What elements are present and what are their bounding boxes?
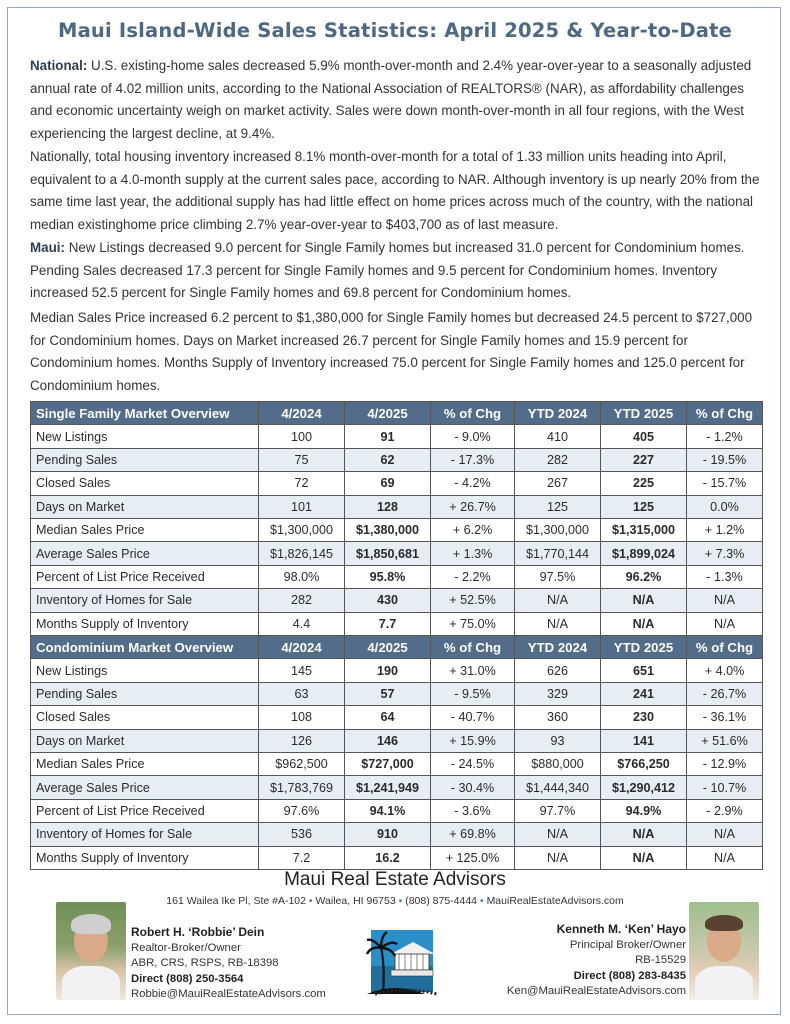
column-header: % of Chg [687,636,763,659]
table-cell: - 17.3% [431,448,515,471]
page-title: Maui Island-Wide Sales Statistics: April 2025 & Year-to-Date [57,19,733,42]
firm-address: 161 Wailea Ike Pl, Ste #A-102 [166,895,306,907]
paragraph-body: U.S. existing-home sales decreased 5.9% month-over-month and 2.4% year-over-year to a seasonally adjusted annual rate of 4.02 million units, according to the National Association of REALTORS® (NAR), as affordability challenges and economic uncertainty weigh on market activity. Sales were down month-over-month in all four regions, with the West experiencing the largest decline, at 9.4%. [30,58,752,141]
firm-name: Maui Real Estate Advisors [284,869,506,890]
agent-photo-ken [689,902,759,1000]
column-header: % of Chg [687,402,763,425]
table-cell: 145 [259,659,345,682]
table-cell: 282 [259,589,345,612]
national-inventory-paragraph [30,146,766,236]
table-cell: - 30.4% [431,776,515,799]
table-cell: - 19.5% [687,448,763,471]
table-cell: - 10.7% [687,776,763,799]
table-cell: N/A [687,846,763,869]
row-label: Percent of List Price Received [31,565,259,588]
table-cell: + 125.0% [431,846,515,869]
table-cell: 94.1% [345,799,431,822]
column-header: % of Chg [431,402,515,425]
row-label: Inventory of Homes for Sale [31,589,259,612]
table-cell: N/A [601,823,687,846]
table-cell: 360 [515,706,601,729]
table-cell: + 15.9% [431,729,515,752]
agent-license: RB-15529 [635,954,686,966]
table-cell: N/A [601,612,687,635]
agent-photo-robbie [56,902,126,1000]
table-cell: $727,000 [345,752,431,775]
table-cell: 128 [345,495,431,518]
table-row [31,776,763,799]
table-cell: 626 [515,659,601,682]
column-header: YTD 2025 [601,636,687,659]
table-cell: 100 [259,425,345,448]
separator-dot: • [308,895,313,907]
agent-name: Robert H. ‘Robbie’ Dein [131,925,265,939]
paragraph-body: New Listings decreased 9.0 percent for Single Family homes but increased 31.0 percent for Condominium homes. Pending Sales decreased 17.3 percent for Single Family homes and 9.5 percent for Condominium homes. Inventory increased 52.5 percent for Single Family homes and 69.8 percent for Condominium homes. [30,240,745,301]
table-cell: 126 [259,729,345,752]
table-cell: N/A [687,589,763,612]
table-row [31,752,763,775]
table-cell: + 1.2% [687,518,763,541]
row-label: Average Sales Price [31,542,259,565]
paragraph-body: Nationally, total housing inventory increased 8.1% month-over-month for a total of 1.33 million units heading into April, equivalent to a 4.0-month supply at the current sales pace, according to NAR. Although inventory is up nearly 20% from the same time last year, the additional supply has had little effect on home prices across much of the country, with the national median existinghome price climbing 2.7% year-over-year to $403,700 as of last measure. [30,149,760,232]
photo-hair [705,915,743,931]
table-row [31,565,763,588]
row-label: Days on Market [31,729,259,752]
table-cell: 7.2 [259,846,345,869]
table-cell: N/A [515,846,601,869]
table-row [31,542,763,565]
table-cell: $1,300,000 [515,518,601,541]
row-label: Months Supply of Inventory [31,846,259,869]
table-cell: N/A [515,612,601,635]
maui-prices-paragraph [30,307,766,397]
paragraph-lead: National: [30,58,88,73]
table-cell: 125 [515,495,601,518]
palm-house-logo [365,924,439,998]
table-header-row [31,636,763,659]
single-family-table [30,401,763,636]
table-cell: - 12.9% [687,752,763,775]
table-row [31,495,763,518]
table-row [31,682,763,705]
row-label: Average Sales Price [31,776,259,799]
table-cell: + 4.0% [687,659,763,682]
table-cell: 72 [259,472,345,495]
table-cell: $1,444,340 [515,776,601,799]
row-label: New Listings [31,425,259,448]
table-row [31,823,763,846]
row-label: Closed Sales [31,472,259,495]
table-cell: 282 [515,448,601,471]
agent-phone[interactable]: Direct (808) 283-8435 [573,969,686,982]
table-cell: N/A [687,823,763,846]
table-section-title: Single Family Market Overview [31,402,259,425]
table-cell: 125 [601,495,687,518]
table-cell: N/A [515,589,601,612]
table-cell: 230 [601,706,687,729]
table-cell: 329 [515,682,601,705]
table-cell: + 6.2% [431,518,515,541]
paragraph-lead: Maui: [30,240,65,255]
national-sales-paragraph [30,55,766,145]
photo-shirt [62,966,120,1000]
maui-summary-paragraph [30,237,766,305]
table-cell: - 36.1% [687,706,763,729]
table-cell: + 1.3% [431,542,515,565]
photo-hair [71,914,111,934]
table-cell: $1,826,145 [259,542,345,565]
table-cell: 95.8% [345,565,431,588]
table-cell: 146 [345,729,431,752]
firm-website[interactable]: MauiRealEstateAdvisors.com [486,895,624,907]
table-cell: + 7.3% [687,542,763,565]
column-header: 4/2025 [345,636,431,659]
table-cell: N/A [601,589,687,612]
row-label: Pending Sales [31,448,259,471]
table-cell: 225 [601,472,687,495]
table-cell: 4.4 [259,612,345,635]
table-cell: - 3.6% [431,799,515,822]
row-label: Months Supply of Inventory [31,612,259,635]
table-cell: 98.0% [259,565,345,588]
agent-role: Principal Broker/Owner [569,938,686,951]
table-cell: 57 [345,682,431,705]
table-cell: + 26.7% [431,495,515,518]
table-section-title: Condominium Market Overview [31,636,259,659]
table-cell: 97.7% [515,799,601,822]
table-row [31,846,763,869]
table-cell: $1,241,949 [345,776,431,799]
table-cell: 108 [259,706,345,729]
table-cell: $1,850,681 [345,542,431,565]
table-cell: - 26.7% [687,682,763,705]
table-row [31,448,763,471]
table-cell: $1,380,000 [345,518,431,541]
table-cell: 96.2% [601,565,687,588]
table-cell: $962,500 [259,752,345,775]
table-row [31,472,763,495]
table-cell: 0.0% [687,495,763,518]
table-cell: 94.9% [601,799,687,822]
table-cell: $1,783,769 [259,776,345,799]
table-cell: - 15.7% [687,472,763,495]
table-cell: $880,000 [515,752,601,775]
table-row [31,659,763,682]
table-cell: - 4.2% [431,472,515,495]
table-cell: N/A [601,846,687,869]
table-cell: 101 [259,495,345,518]
table-cell: + 75.0% [431,612,515,635]
column-header: 4/2024 [259,402,345,425]
agent-card-robbie [131,925,326,1003]
table-cell: $1,300,000 [259,518,345,541]
table-cell: 62 [345,448,431,471]
row-label: Inventory of Homes for Sale [31,823,259,846]
condominium-table [30,635,763,870]
table-cell: + 31.0% [431,659,515,682]
table-cell: - 9.5% [431,682,515,705]
table-cell: $1,315,000 [601,518,687,541]
column-header: YTD 2024 [515,636,601,659]
column-header: 4/2024 [259,636,345,659]
table-row [31,612,763,635]
table-cell: - 1.3% [687,565,763,588]
agent-phone[interactable]: Direct (808) 250-3564 [131,972,244,985]
agent-email[interactable]: Ken@MauiRealEstateAdvisors.com [506,985,686,997]
firm-city: Wailea, HI 96753 [315,895,396,907]
table-cell: - 2.2% [431,565,515,588]
separator-dot: • [398,895,403,907]
row-label: Median Sales Price [31,518,259,541]
table-cell: 93 [515,729,601,752]
table-cell: 7.7 [345,612,431,635]
table-cell: 97.5% [515,565,601,588]
agent-credentials: ABR, CRS, RSPS, RB-18398 [131,957,279,969]
table-row [31,799,763,822]
table-cell: - 2.9% [687,799,763,822]
table-cell: 69 [345,472,431,495]
table-cell: 430 [345,589,431,612]
table-cell: 63 [259,682,345,705]
table-cell: 651 [601,659,687,682]
row-label: Days on Market [31,495,259,518]
table-cell: 190 [345,659,431,682]
separator-dot: • [479,895,484,907]
table-row [31,518,763,541]
row-label: Median Sales Price [31,752,259,775]
table-cell: 910 [345,823,431,846]
table-cell: 97.6% [259,799,345,822]
paragraph-body: Median Sales Price increased 6.2 percent to $1,380,000 for Single Family homes but decreased 24.5 percent to $727,000 for Condominium homes. Days on Market increased 26.7 percent for Single Family homes and 15.9 percent for Condominium homes. Months Supply of Inventory increased 75.0 percent for Single Family homes and 125.0 percent for Condominium homes. [30,310,753,393]
table-cell: + 69.8% [431,823,515,846]
agent-role: Realtor-Broker/Owner [131,941,241,954]
column-header: YTD 2025 [601,402,687,425]
column-header: % of Chg [431,636,515,659]
table-row [31,425,763,448]
agent-card-ken [507,922,686,1000]
agent-name: Kenneth M. ‘Ken’ Hayo [556,922,686,936]
table-cell: - 9.0% [431,425,515,448]
row-label: Pending Sales [31,682,259,705]
table-cell: $1,899,024 [601,542,687,565]
table-cell: 64 [345,706,431,729]
table-cell: 405 [601,425,687,448]
column-header: YTD 2024 [515,402,601,425]
table-cell: N/A [687,612,763,635]
table-cell: 267 [515,472,601,495]
table-cell: + 52.5% [431,589,515,612]
table-row [31,729,763,752]
table-cell: + 51.6% [687,729,763,752]
table-cell: - 24.5% [431,752,515,775]
table-cell: 16.2 [345,846,431,869]
table-header-row [31,402,763,425]
table-cell: - 40.7% [431,706,515,729]
table-cell: 75 [259,448,345,471]
agent-email[interactable]: Robbie@MauiRealEstateAdvisors.com [131,988,326,1000]
row-label: New Listings [31,659,259,682]
firm-phone: (808) 875-4444 [405,895,478,907]
table-row [31,589,763,612]
photo-shirt [695,966,753,1000]
table-cell: $1,290,412 [601,776,687,799]
table-cell: 241 [601,682,687,705]
table-cell: $766,250 [601,752,687,775]
table-cell: N/A [515,823,601,846]
table-cell: 91 [345,425,431,448]
column-header: 4/2025 [345,402,431,425]
table-cell: 410 [515,425,601,448]
table-cell: - 1.2% [687,425,763,448]
row-label: Percent of List Price Received [31,799,259,822]
table-row [31,706,763,729]
table-cell: 227 [601,448,687,471]
row-label: Closed Sales [31,706,259,729]
table-cell: 536 [259,823,345,846]
table-cell: $1,770,144 [515,542,601,565]
table-cell: 141 [601,729,687,752]
